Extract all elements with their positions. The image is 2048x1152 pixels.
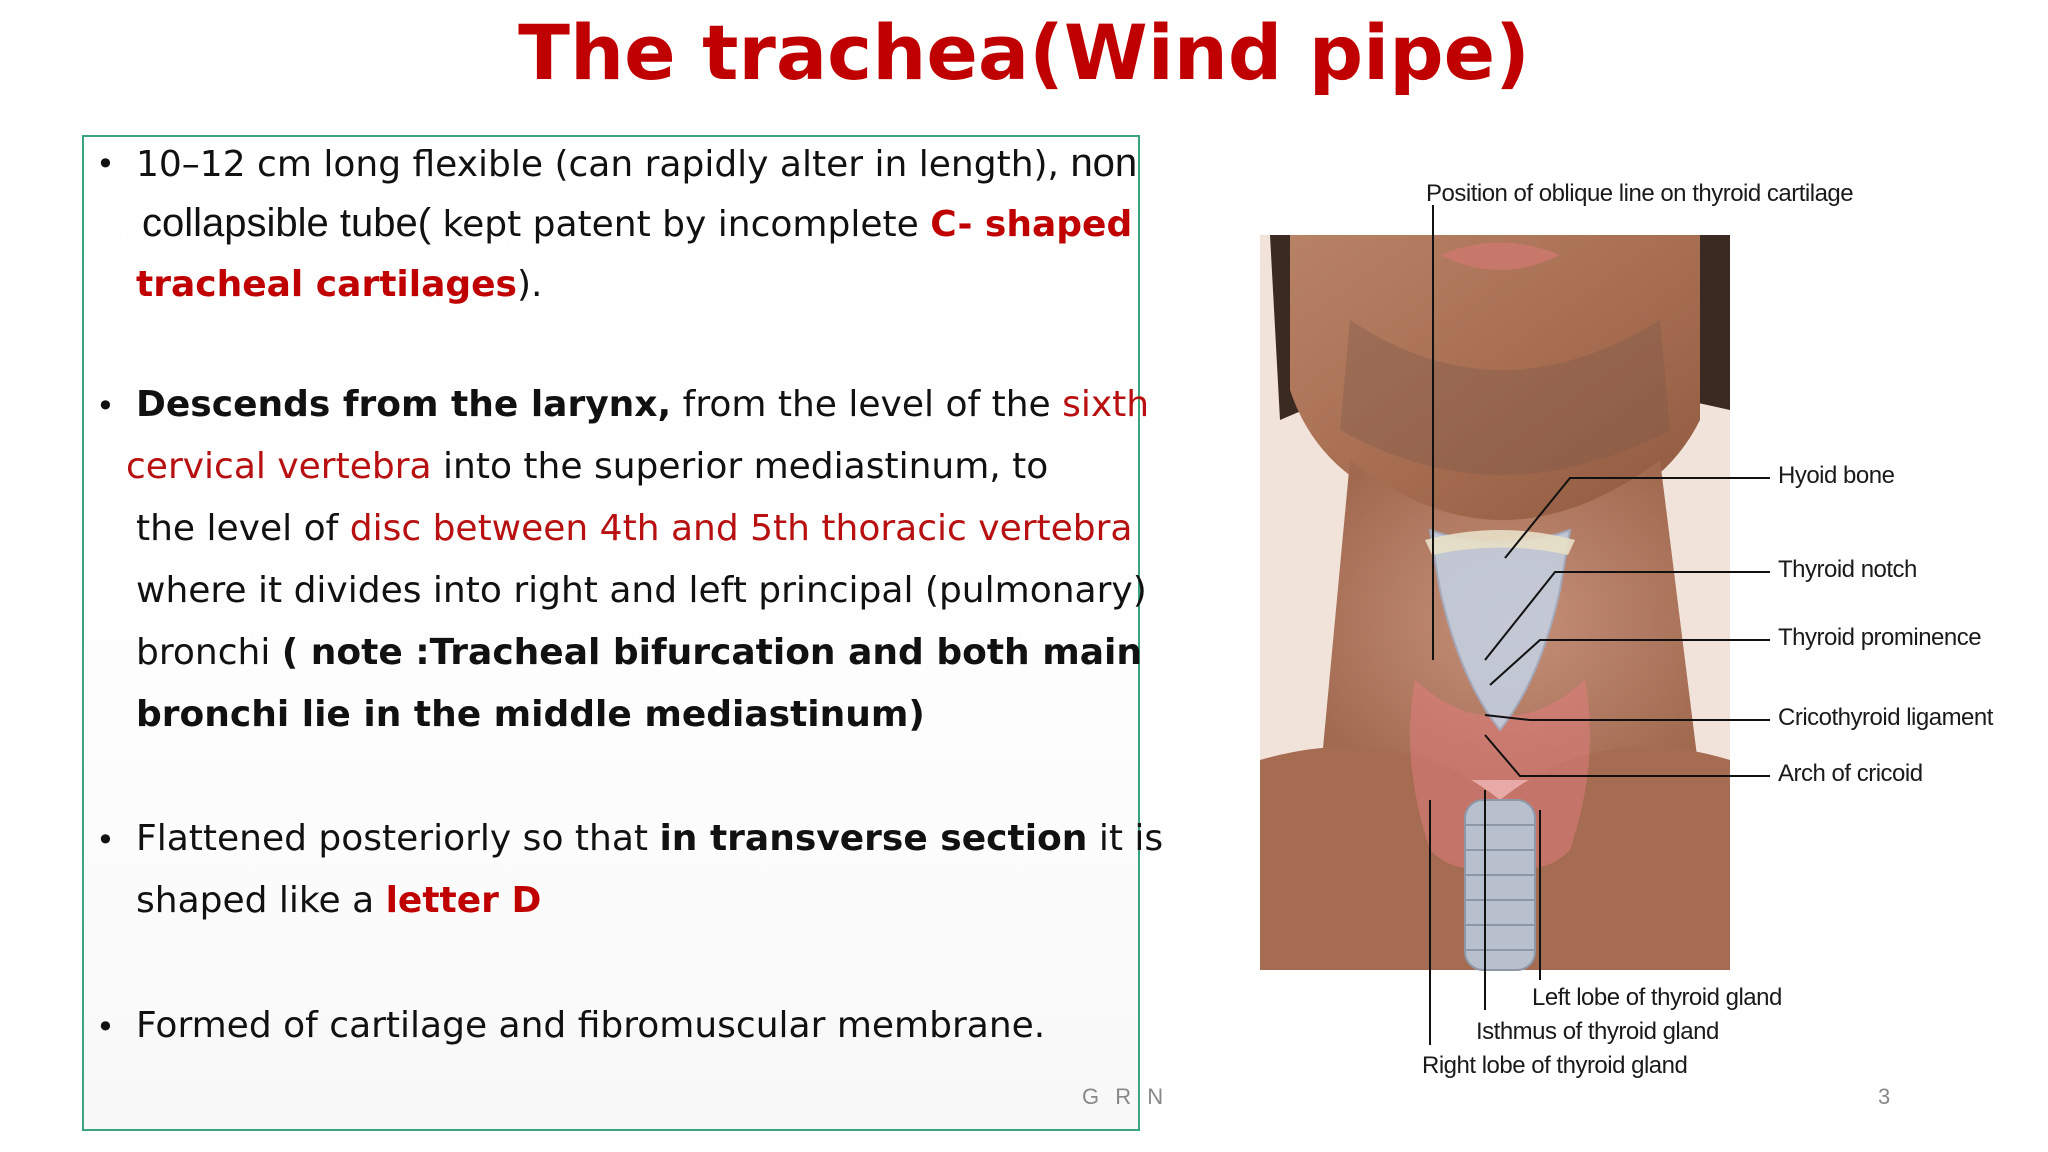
label-cricothyroid-ligament: Cricothyroid ligament	[1778, 704, 1993, 731]
label-isthmus: Isthmus of thyroid gland	[1476, 1018, 1719, 1045]
bullet-2-line-3	[136, 507, 1133, 551]
bullet-dot: •	[96, 145, 115, 183]
text-segment: letter D	[385, 880, 542, 921]
bullet-dot: •	[96, 387, 115, 425]
bullet-2-line-4	[136, 569, 1147, 613]
page-number: 3	[1878, 1084, 1891, 1109]
bullet-2-line-1	[136, 383, 1149, 427]
bullet-1-line-1	[136, 141, 1137, 187]
text-segment: in transverse section	[659, 818, 1088, 859]
text-segment: where it divides into right and left principal (pulmonary)	[136, 570, 1147, 611]
text-segment: tracheal cartilages	[136, 264, 517, 305]
bullet-1-line-3	[136, 263, 543, 307]
bullet-2-line-2	[126, 445, 1048, 489]
text-segment: disc between 4th and 5th thoracic vertebra	[349, 508, 1133, 549]
bullet-2-line-5	[136, 631, 1142, 675]
text-segment: C- shaped	[930, 204, 1133, 245]
text-segment: bronchi lie in the middle mediastinum)	[136, 694, 925, 735]
text-segment: from the level of the	[671, 384, 1063, 425]
content-textbox	[82, 135, 1164, 1131]
text-segment: kept patent by incomplete	[431, 204, 931, 245]
label-arch-of-cricoid: Arch of cricoid	[1778, 760, 1923, 787]
bullet-3-line-2	[136, 879, 541, 923]
footer-author: G R N	[1082, 1084, 1169, 1109]
label-thyroid-notch: Thyroid notch	[1778, 556, 1917, 583]
text-segment: 10–12 cm long flexible (can rapidly alter in length),	[136, 144, 1071, 185]
bullet-dot: •	[96, 821, 115, 859]
text-segment: non	[1070, 141, 1138, 185]
text-segment: bronchi	[136, 632, 282, 673]
label-hyoid-bone: Hyoid bone	[1778, 462, 1895, 489]
label-oblique-line: Position of oblique line on thyroid cartilage	[1426, 180, 1854, 207]
text-segment: sixth	[1062, 384, 1150, 425]
text-segment: Flattened posteriorly so that	[136, 818, 660, 859]
text-segment: Descends from the larynx,	[136, 384, 672, 425]
label-left-lobe: Left lobe of thyroid gland	[1532, 984, 1782, 1011]
text-segment: shaped like a	[136, 880, 386, 921]
text-segment: Formed of cartilage and fibromuscular membrane.	[136, 1005, 1046, 1046]
text-segment: cervical vertebra	[126, 446, 432, 487]
text-segment: ( note :Tracheal bifurcation and both main	[281, 632, 1142, 673]
text-segment: the level of	[136, 508, 350, 549]
trachea-rings	[1465, 800, 1535, 970]
text-segment: into the superior mediastinum, to	[431, 446, 1049, 487]
text-segment: collapsible tube(	[142, 201, 432, 245]
bullet-4-line-1	[136, 1004, 1045, 1048]
text-segment: ).	[517, 264, 543, 305]
bullet-1-line-2	[142, 201, 1132, 247]
bullet-2-line-6	[136, 693, 925, 737]
bullet-3-line-1	[136, 817, 1163, 861]
label-right-lobe: Right lobe of thyroid gland	[1422, 1052, 1688, 1079]
neck-anatomy-figure	[1200, 160, 2020, 1100]
label-thyroid-prominence: Thyroid prominence	[1778, 624, 1982, 651]
slide-title: The trachea(Wind pipe)	[518, 8, 1530, 97]
bullet-dot: •	[96, 1008, 115, 1046]
text-segment: it is	[1087, 818, 1164, 859]
